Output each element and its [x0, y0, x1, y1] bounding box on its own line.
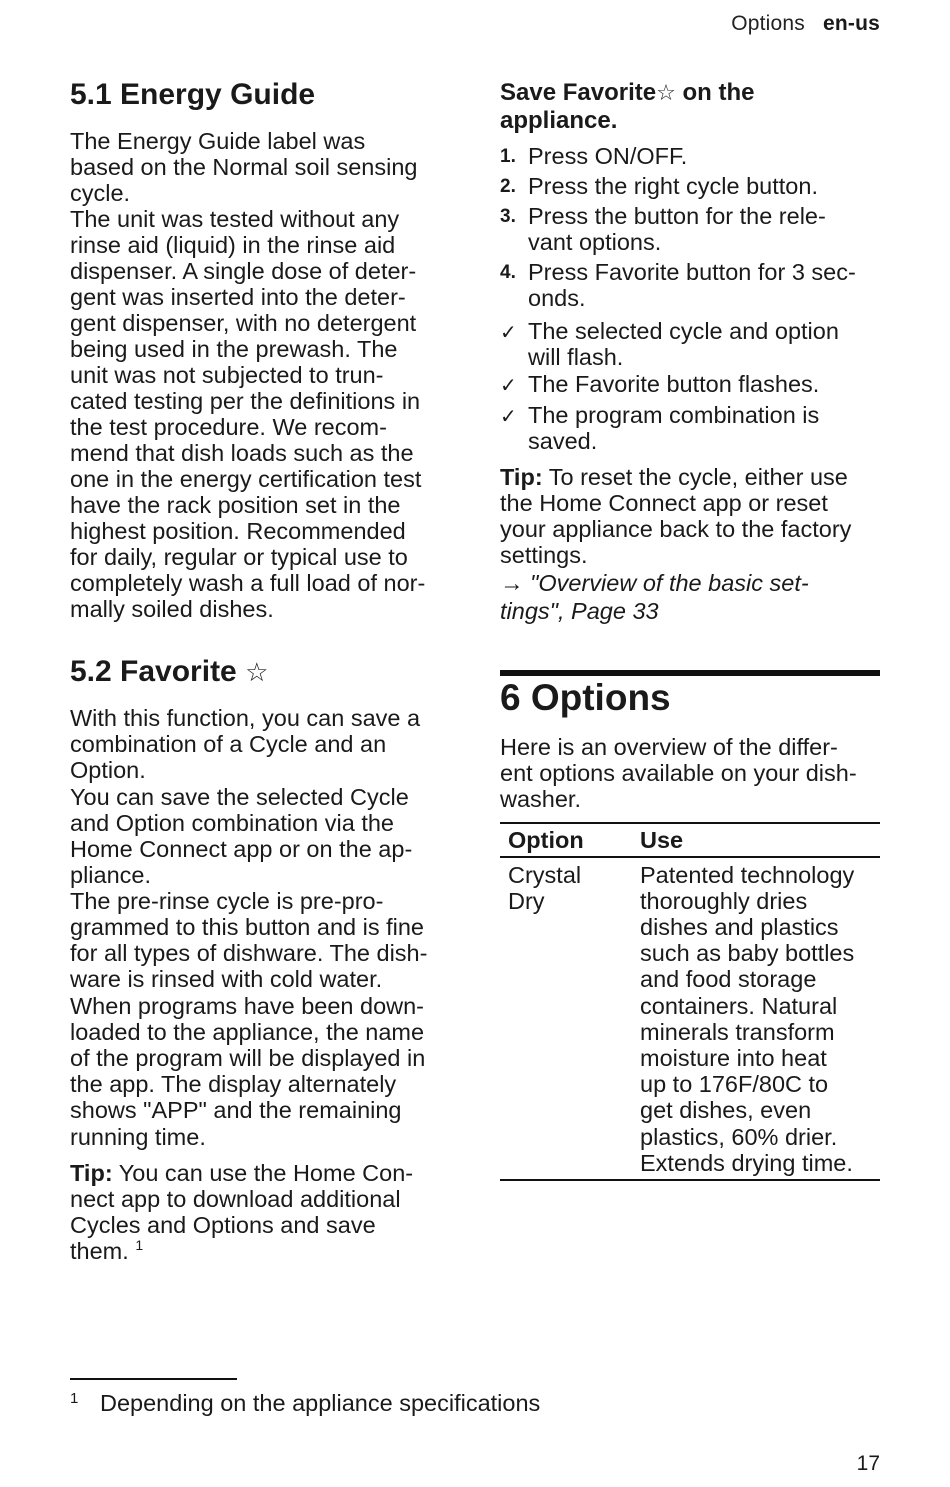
result-text: The Favorite button flashes. [528, 371, 820, 397]
tip-text: You can use the Home Con- [112, 1160, 414, 1186]
reset-tip-line: the Home Connect app or reset [500, 490, 828, 516]
favorite-line: of the program will be displayed in [70, 1045, 426, 1071]
footnote-rule [70, 1378, 237, 1380]
reset-tip-line: your appliance back to the factory [500, 516, 852, 542]
result-text: saved. [528, 428, 598, 454]
result-text: will flash. [528, 344, 624, 370]
table-top-rule [500, 822, 880, 824]
table-cell-option: Crystal [508, 862, 582, 888]
reset-tip-line: settings. [500, 542, 588, 568]
favorite-line: With this function, you can save a [70, 705, 421, 731]
table-cell-use: Extends drying time. [640, 1150, 853, 1176]
energy-guide-line: cated testing per the definitions in [70, 388, 421, 414]
cross-reference[interactable] [500, 570, 809, 596]
check-icon: ✓ [500, 375, 517, 397]
favorite-line: pliance. [70, 862, 151, 888]
cross-reference-text: "Overview of the basic set- [523, 570, 809, 596]
tip-text: To reset the cycle, either use [542, 464, 848, 490]
energy-guide-line: The unit was tested without any [70, 206, 400, 232]
table-bottom-rule [500, 1179, 880, 1181]
table-header-rule [500, 856, 880, 858]
table-cell-use: up to 176F/80C to [640, 1071, 829, 1097]
table-cell-use: containers. Natural [640, 993, 838, 1019]
energy-guide-line: mally soiled dishes. [70, 596, 274, 622]
reset-tip [500, 464, 848, 490]
table-cell-use: dishes and plastics [640, 914, 839, 940]
favorite-tip-line: Cycles and Options and save [70, 1212, 376, 1238]
favorite-line: running time. [70, 1124, 206, 1150]
table-cell-use: get dishes, even [640, 1097, 812, 1123]
energy-guide-line: gent dispenser, with no detergent [70, 310, 417, 336]
favorite-line: shows "APP" and the remaining [70, 1097, 402, 1123]
favorite-line: The pre-rinse cycle is pre-pro- [70, 888, 384, 914]
options-heading: 6 Options [500, 677, 671, 718]
header-section: Options [731, 12, 805, 35]
save-favorite-heading-text: on the [675, 79, 755, 106]
step-number: 1. [500, 146, 516, 167]
table-cell-use: such as baby bottles [640, 940, 855, 966]
energy-guide-line: cycle. [70, 180, 131, 206]
energy-guide-line: dispenser. A single dose of deter- [70, 258, 417, 284]
favorite-line: Home Connect app or on the ap- [70, 836, 413, 862]
save-favorite-heading-text: Save Favorite [500, 79, 657, 106]
energy-guide-line: being used in the prewash. The [70, 336, 398, 362]
save-favorite-heading-line2: appliance. [500, 107, 618, 134]
favorite-line: When programs have been down- [70, 993, 425, 1019]
energy-guide-line: The Energy Guide label was [70, 128, 366, 154]
favorite-tip [70, 1160, 413, 1186]
table-cell-use: moisture into heat [640, 1045, 827, 1071]
energy-guide-line: have the rack position set in the [70, 492, 401, 518]
check-icon: ✓ [500, 406, 517, 428]
step-number: 2. [500, 176, 516, 197]
energy-guide-line: rinse aid (liquid) in the rinse aid [70, 232, 396, 258]
energy-guide-line: for daily, regular or typical use to [70, 544, 408, 570]
favorite-tip-line-last [70, 1238, 143, 1264]
energy-guide-line: gent was inserted into the deter- [70, 284, 406, 310]
favorite-line: grammed to this button and is fine [70, 914, 425, 940]
energy-guide-line: unit was not subjected to trun- [70, 362, 384, 388]
energy-guide-line: one in the energy certification test [70, 466, 422, 492]
table-cell-use: minerals transform [640, 1019, 835, 1045]
favorite-line: combination of a Cycle and an [70, 731, 387, 757]
options-intro-line: washer. [500, 786, 581, 812]
favorite-line: the app. The display alternately [70, 1071, 397, 1097]
footnote-ref: 1 [135, 1237, 144, 1254]
step-number: 4. [500, 262, 516, 283]
result-text: The selected cycle and option [528, 318, 839, 344]
step-text: onds. [528, 285, 586, 311]
table-cell-use: thoroughly dries [640, 888, 808, 914]
tip-label: Tip: [70, 1160, 113, 1186]
energy-guide-line: the test procedure. We recom- [70, 414, 387, 440]
running-header [731, 12, 880, 36]
table-cell-option: Dry [508, 888, 545, 914]
page-number: 17 [856, 1452, 880, 1475]
favorite-line: loaded to the appliance, the name [70, 1019, 425, 1045]
favorite-line: for all types of dishware. The dish- [70, 940, 428, 966]
table-header-use: Use [640, 827, 684, 853]
favorite-star-icon: ☆ [656, 80, 676, 105]
favorite-line: ware is rinsed with cold water. [70, 966, 383, 992]
table-cell-use: Patented technology [640, 862, 855, 888]
footnote-mark: 1 [70, 1390, 79, 1407]
options-intro-line: Here is an overview of the differ- [500, 734, 838, 760]
table-header-option: Option [508, 827, 584, 853]
favorite-tip-line: nect app to download additional [70, 1186, 401, 1212]
section-rule [500, 670, 880, 676]
favorite-line: and Option combination via the [70, 810, 394, 836]
favorite-line: You can save the selected Cycle [70, 784, 409, 810]
energy-guide-heading: 5.1 Energy Guide [70, 78, 316, 111]
arrow-right-icon: → [500, 570, 524, 596]
favorite-heading [70, 655, 268, 689]
options-intro-line: ent options available on your dish- [500, 760, 857, 786]
tip-label: Tip: [500, 464, 543, 490]
step-text: Press the right cycle button. [528, 173, 818, 199]
header-language: en-us [822, 12, 880, 35]
footnote-text: Depending on the appliance specifications [100, 1390, 541, 1416]
save-favorite-heading [500, 79, 754, 107]
check-icon: ✓ [500, 322, 517, 344]
energy-guide-line: highest position. Recommended [70, 518, 406, 544]
step-text: vant options. [528, 229, 662, 255]
cross-reference-line[interactable]: tings", Page 33 [500, 598, 659, 624]
step-text: Press the button for the rele- [528, 203, 826, 229]
result-text: The program combination is [528, 402, 820, 428]
favorite-line: Option. [70, 757, 146, 783]
table-cell-use: plastics, 60% drier. [640, 1124, 838, 1150]
step-text: Press ON/OFF. [528, 143, 688, 169]
table-cell-use: and food storage [640, 966, 817, 992]
energy-guide-line: mend that dish loads such as the [70, 440, 414, 466]
energy-guide-line: based on the Normal soil sensing [70, 154, 418, 180]
favorite-heading-text: 5.2 Favorite [70, 655, 237, 688]
step-text: Press Favorite button for 3 sec- [528, 259, 856, 285]
favorite-tip-text: them. [70, 1238, 129, 1264]
favorite-star-icon: ☆ [245, 657, 269, 687]
energy-guide-line: completely wash a full load of nor- [70, 570, 426, 596]
step-number: 3. [500, 206, 516, 227]
